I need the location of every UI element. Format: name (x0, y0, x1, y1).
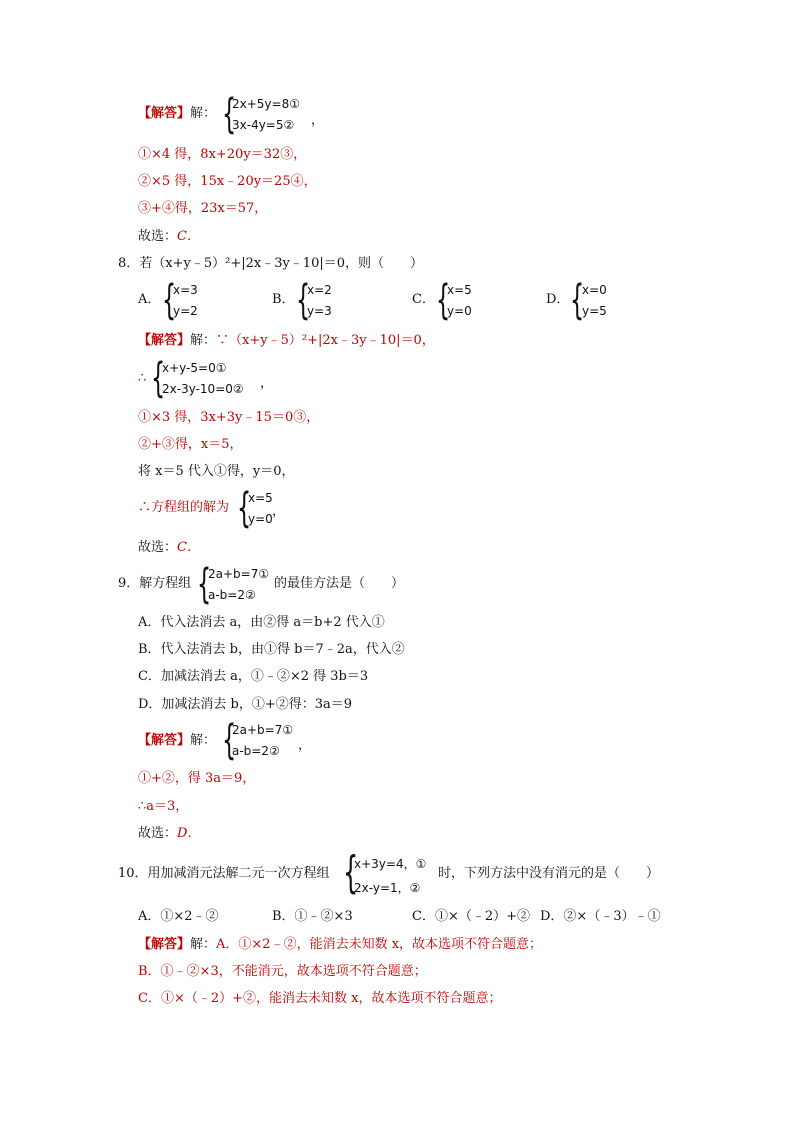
q8-option-c-system (447, 280, 472, 322)
q7-step: ①×4 得，8x+20y＝32③， (138, 147, 307, 162)
answer-value: C． (177, 229, 200, 244)
option-letter: B． (272, 292, 295, 307)
equation-line: 2x-3y-10=0② (162, 382, 244, 396)
jie-label: 解： (190, 733, 217, 748)
brace-icon: { (222, 715, 237, 764)
q8-sol-comma: ， (272, 504, 286, 519)
q7-equation-system (232, 94, 300, 136)
brace-icon: { (197, 559, 212, 608)
q8-step: ①×3 得，3x+3y﹣15＝0③， (138, 410, 320, 425)
q10-solution-line: B．①﹣②×3，不能消元，故本选项不符合题意； (138, 964, 427, 979)
jie-label: 解： (190, 937, 217, 952)
option-letter: D． (546, 292, 570, 307)
brace-icon: { (151, 353, 166, 402)
therefore-symbol: ∴ (138, 371, 147, 386)
q8-option-b-system (307, 280, 332, 322)
q10-stem-post: 时，下列方法中没有消元的是（ ） (438, 866, 660, 881)
q8-answer (138, 540, 200, 556)
option-letter: C． (412, 292, 435, 307)
brace-icon: { (343, 847, 359, 899)
equation-line: x+y-5=0① (162, 361, 227, 375)
q10-option-c[interactable]: C．①×（﹣2）+② (412, 909, 531, 924)
q9-equation-system (232, 720, 293, 762)
brace-icon: { (436, 275, 451, 324)
q9-stem-system (208, 564, 269, 606)
answer-tag: 【解答】 (138, 937, 191, 952)
q8-option-d-system (582, 280, 607, 322)
q7-step: ③+④得，23x＝57， (138, 201, 268, 216)
answer-label: 故选： (138, 540, 178, 555)
equation-line: y=5 (582, 304, 607, 318)
brace-icon: { (162, 275, 177, 324)
q9-step: ①+②，得 3a＝9， (138, 771, 256, 786)
equation-line: a-b=2② (208, 588, 256, 602)
equation-line: 2x+5y=8① (232, 97, 300, 111)
equation-line: 2a+b=7① (208, 567, 270, 581)
q10-option-a[interactable]: A．①×2﹣② (138, 909, 219, 924)
q8-step: 将 x＝5 代入①得，y＝0， (138, 464, 295, 479)
q9-stem-pre: 9．解方程组 (118, 576, 192, 591)
q10-solution-line: C．①×（﹣2）+②，能消去未知数 x，故本选项不符合题意； (138, 991, 502, 1006)
answer-label: 故选： (138, 229, 178, 244)
solution-line: A．①×2﹣②，能消去未知数 x，故本选项不符合题意； (216, 937, 543, 952)
q10-solution-header (138, 937, 542, 953)
q8-option-b[interactable] (272, 292, 295, 308)
jie-label: 解： (190, 106, 217, 121)
equation-line: y=0 (447, 304, 472, 318)
equation-line: x=3 (173, 283, 198, 297)
equation-line: x=5 (248, 491, 273, 505)
q9-option-b[interactable]: B．代入法消去 b，由①得 b＝7﹣2a，代入② (138, 642, 405, 657)
answer-value: D． (177, 826, 201, 841)
q8-step: ②+③得，x＝5， (138, 437, 243, 452)
q9-stem-post: 的最佳方法是（ ） (274, 576, 405, 591)
answer-tag: 【解答】 (138, 333, 191, 348)
equation-line: y=3 (307, 304, 332, 318)
q8-solution-prefix: ∴方程组的解为 (138, 500, 230, 515)
q10-stem-system (354, 852, 426, 900)
equation-line: 2x-y=1，② (354, 881, 421, 895)
q8-solution-system (248, 488, 273, 530)
q8-equation-system (162, 358, 244, 400)
q8-stem: 8．若（x+y﹣5）²+|2x﹣3y﹣10|＝0，则（ ） (118, 256, 424, 271)
jie-label: 解： (190, 333, 217, 348)
answer-tag: 【解答】 (138, 733, 191, 748)
equation-line: x=2 (307, 283, 332, 297)
brace-icon: { (296, 275, 311, 324)
solution-line: ∵（x+y﹣5）²+|2x﹣3y﹣10|＝0， (216, 333, 435, 348)
equation-line: x=5 (447, 283, 472, 297)
q9-option-d[interactable]: D．加减法消去 b，①+②得：3a＝9 (138, 697, 353, 712)
equation-line: a-b=2② (232, 744, 280, 758)
equation-line: x+3y=4，① (354, 857, 427, 871)
q10-option-b[interactable]: B．①﹣②×3 (272, 909, 353, 924)
option-letter: A． (138, 292, 161, 307)
equation-line: 2a+b=7① (232, 723, 294, 737)
q9-comma: ， (298, 738, 312, 753)
q8-option-c[interactable] (412, 292, 435, 308)
equation-line: y=0 (248, 512, 273, 526)
q8-option-a[interactable] (138, 292, 160, 308)
equation-line: 3x-4y=5② (232, 118, 295, 132)
q9-solution-header (138, 733, 216, 749)
q8-solution-header (138, 333, 435, 349)
equation-line: y=2 (173, 304, 198, 318)
answer-tag: 【解答】 (138, 106, 191, 121)
q9-option-c[interactable]: C．加减法消去 a，①﹣②×2 得 3b＝3 (138, 669, 369, 684)
q10-stem-pre: 10．用加减消元法解二元一次方程组 (118, 866, 330, 881)
answer-value: C． (177, 540, 200, 555)
q9-option-a[interactable]: A．代入法消去 a，由②得 a＝b+2 代入① (138, 615, 385, 630)
q9-answer (138, 826, 200, 842)
q8-comma: ， (260, 376, 274, 391)
equation-line: x=0 (582, 283, 607, 297)
brace-icon: { (237, 483, 252, 532)
q7-solution-header (138, 106, 216, 122)
q7-answer (138, 229, 200, 245)
brace-icon: { (570, 275, 585, 324)
answer-label: 故选： (138, 826, 178, 841)
q8-option-a-system (173, 280, 198, 322)
q7-step: ②×5 得，15x﹣20y＝25④， (138, 174, 317, 189)
q9-step: ∴a＝3， (138, 799, 189, 814)
q8-option-d[interactable] (546, 292, 569, 308)
brace-icon: { (222, 89, 237, 138)
q10-option-d[interactable]: D．②×（﹣3）﹣① (540, 909, 661, 924)
q7-comma: ， (311, 113, 325, 128)
